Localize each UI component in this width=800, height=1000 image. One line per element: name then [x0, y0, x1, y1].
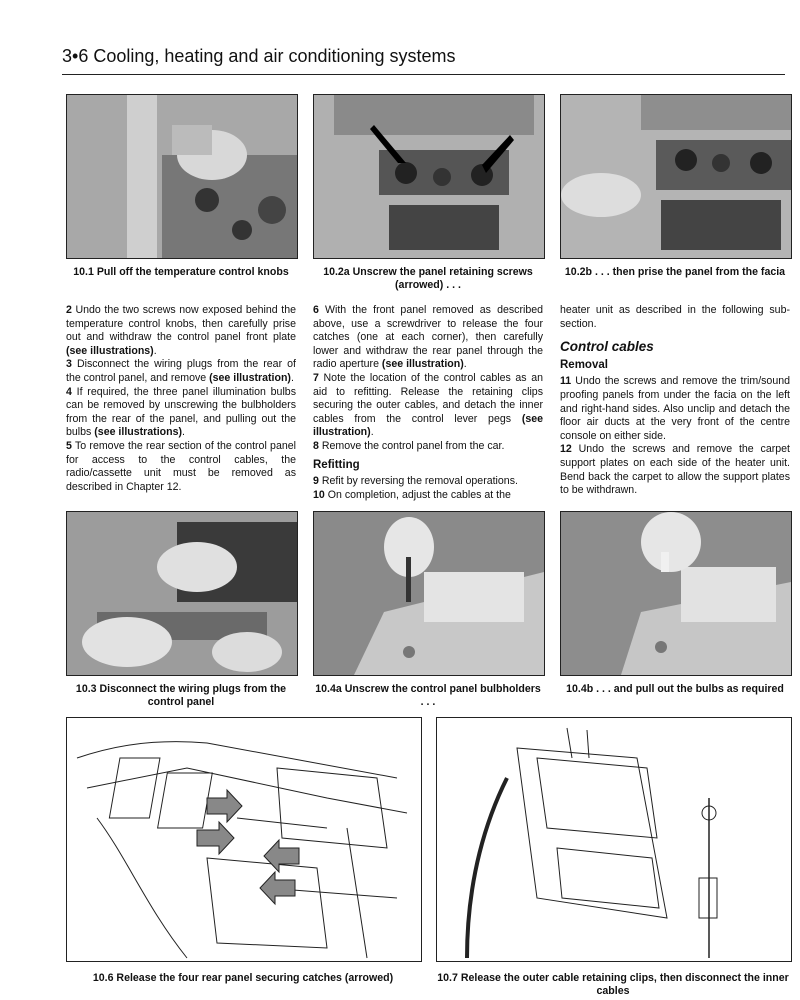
photo-10-2b: [560, 94, 792, 259]
photo-10-2a: [313, 94, 545, 259]
caption-10-3: 10.3 Disconnect the wiring plugs from the control panel: [75, 683, 287, 708]
page-header: 3•6 Cooling, heating and air conditioning systems: [62, 46, 456, 66]
photo-10-4a: [313, 511, 545, 676]
para-number: 10: [313, 488, 325, 501]
para-number: 5: [66, 439, 72, 452]
para-number: 8: [313, 439, 319, 452]
paragraph-text: Disconnect the wiring plugs from the rear of the control panel, and remove: [66, 358, 296, 384]
paragraph-text: Note the location of the control cables as an aid to refitting. Release the retaining clips securing the outer cables, and detach the inner cables from the control lever pegs: [313, 371, 543, 425]
paragraph-text: Remove the control panel from the car.: [321, 439, 505, 452]
illustration-ref: (see illustrations): [94, 426, 182, 439]
photo-10-4b: [560, 511, 792, 676]
paragraph-text: Refit by reversing the removal operations.: [321, 475, 518, 488]
paragraph-text: With the front panel removed as described above, use a screwdriver to release the four catches (one at each corner), then carefully lower and withdraw the rear panel through the radio aperture: [313, 304, 543, 371]
para-number: 7: [313, 371, 319, 384]
para-number: 6: [313, 304, 319, 316]
illustration-ref: (see illustration): [313, 412, 544, 439]
paragraph-text: Undo the screws and remove the trim/sound proofing panels from under the facia on the left and right-hand sides. Also unclip and detach the floor air ducts at the very front of the centre console on either side.: [560, 375, 790, 442]
para-number: 12: [560, 443, 572, 456]
text-column-3: [560, 304, 790, 498]
illustration-ref: (see illustrations): [66, 344, 154, 357]
diagram-10-7: [436, 717, 792, 962]
diagram-10-6: [66, 717, 422, 962]
para-number: 4: [66, 385, 72, 398]
control-cables-heading: Control cables: [560, 339, 654, 355]
removal-heading: Removal: [560, 358, 608, 371]
caption-10-7: 10.7 Release the outer cable retaining clips, then disconnect the inner cables: [437, 972, 789, 997]
paragraph-text: If required, the three panel illumination bulbs can be removed by unscrewing the bulbholders from the rear of the panel, and pulling out the bulbs: [66, 385, 296, 439]
text-column-1: 2 Undo the two screws now exposed behind the temperature control knobs, then carefully prise out and withdraw the control panel front plate (see illustrations). 3 Disconnect the wiring plugs from the rear of the control panel, and remove (see illustration). 4 If required, the three panel illumination bulbs can be removed by unscrewing the bulbholders from the rear of the panel, and pulling out the bulbs (see illustrations). 5 To remove the rear section of the control panel for access to the control cables, the radio/cassette unit must be removed as described in Chapter 12.: [66, 304, 296, 493]
para-number: 2: [66, 304, 72, 316]
text-column-2: 6 With the front panel removed as described above, use a screwdriver to release the four catches (one at each corner), then carefully lower and withdraw the rear panel through the radio aperture (see illustration). 7 Note the location of the control cables as an aid to refitting. Release the retaining clips securing the outer cables, and detach the inner cables from the control lever pegs (see illustration). 8 Remove the control panel from the car. Refitting 9 Refit by reversing the removal operations. 10 On completion, adjust the cables at the: [313, 304, 544, 501]
paragraph-text: Undo the screws and remove the carpet support plates on each side of the heater unit. Bend back the carpet to allow the support plates to be withdrawn.: [560, 443, 790, 497]
illustration-ref: (see illustration): [209, 371, 291, 384]
photo-10-3: [66, 511, 298, 676]
illustration-ref: (see illustration): [381, 358, 464, 371]
caption-10-1: 10.1 Pull off the temperature control knobs: [73, 266, 289, 278]
photo-10-1: [66, 94, 298, 259]
caption-10-6: 10.6 Release the four rear panel securing catches (arrowed): [92, 972, 394, 984]
paragraph-text: To remove the rear section of the control panel for access to the control cables, the radio/cassette unit must be removed as described in Chapter 12.: [66, 439, 296, 493]
caption-10-4a: 10.4a Unscrew the control panel bulbholders . . .: [315, 683, 541, 708]
para-number: 3: [66, 358, 72, 371]
para-number: 11: [560, 375, 572, 388]
para-number: 9: [313, 475, 319, 488]
caption-10-2b: 10.2b . . . then prise the panel from the facia: [564, 266, 786, 278]
paragraph-text: On completion, adjust the cables at the: [327, 488, 511, 501]
refitting-heading: Refitting: [313, 458, 360, 471]
caption-10-4b: 10.4b . . . and pull out the bulbs as required: [566, 683, 784, 695]
header-rule: [62, 74, 785, 75]
caption-10-2a: 10.2a Unscrew the panel retaining screws (arrowed) . . .: [323, 266, 533, 291]
paragraph-text: Undo the two screws now exposed behind the temperature control knobs, then carefully prise out and withdraw the control panel front plate: [66, 304, 296, 344]
paragraph-text: heater unit as described in the following sub-section.: [560, 304, 790, 330]
